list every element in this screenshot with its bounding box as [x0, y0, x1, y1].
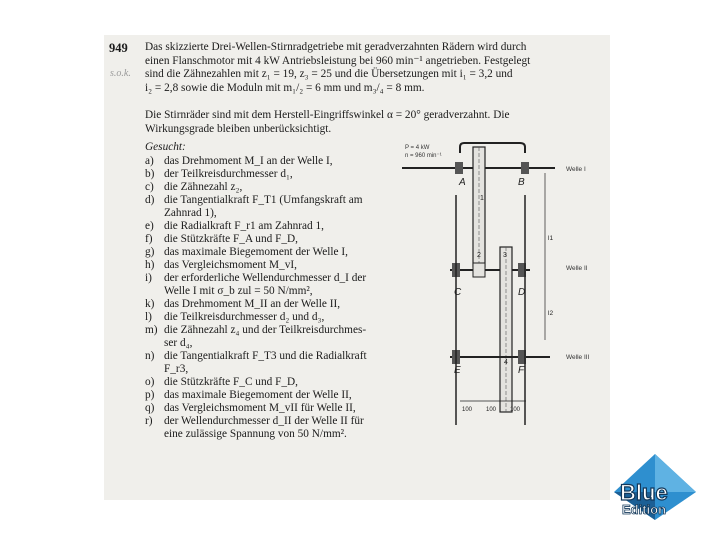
- task-key: b): [145, 168, 155, 180]
- bearing-F-label: F: [518, 365, 525, 376]
- task-text: [164, 311, 324, 324]
- task-line: F_r3,: [164, 363, 189, 375]
- task-line: das Vergleichsmoment M_vI,: [164, 259, 297, 271]
- gesucht-heading: Gesucht:: [145, 141, 186, 153]
- task-line: die Stützkräfte F_C und F_D,: [164, 376, 298, 388]
- logo-text-blue: Blue: [620, 480, 668, 505]
- task-text: [164, 155, 333, 168]
- dim-100-a: 100: [462, 407, 473, 413]
- task-text: [164, 220, 324, 233]
- housing-top: [460, 143, 525, 153]
- problem-number: 949: [109, 41, 128, 55]
- task-line: die Teilkreisdurchmesser d₂ und d₃,: [164, 311, 325, 323]
- intro-line: Das skizzierte Drei-Wellen-Stirnradgetriebe mit geradverzahnten Rädern wird durch: [145, 41, 527, 53]
- task-text: [164, 246, 348, 259]
- dim-l2-label: l2: [548, 310, 554, 317]
- task-key: f): [145, 233, 153, 245]
- task-line: die Zähnezahl z₂,: [164, 181, 243, 193]
- gear-2: [473, 263, 485, 277]
- task-item: [145, 233, 367, 246]
- task-item: [145, 324, 367, 350]
- motor-label-speed: n = 960 min⁻¹: [405, 153, 442, 159]
- problem-intro: [145, 41, 530, 95]
- task-text: [164, 415, 364, 441]
- para2-line: Die Stirnräder sind mit dem Herstell-Eingriffswinkel α = 20° geradverzahnt. Die: [145, 109, 510, 121]
- bearing-B: [521, 162, 529, 174]
- task-line: die Stützkräfte F_A und F_D,: [164, 233, 298, 245]
- task-line: das maximale Biegemoment der Welle II,: [164, 389, 352, 401]
- task-line: das Drehmoment M_II an der Welle II,: [164, 298, 341, 310]
- bearing-A: [455, 162, 463, 174]
- task-text: [164, 350, 367, 376]
- task-text: [164, 259, 297, 272]
- task-line: Zahnrad 1),: [164, 207, 217, 219]
- para2-line: Wirkungsgrade bleiben unberücksichtigt.: [145, 122, 332, 135]
- task-key: h): [145, 259, 155, 271]
- gear-2-label: 2: [477, 252, 481, 259]
- task-item: [145, 402, 367, 415]
- task-line: die Tangentialkraft F_T1 (Umfangskraft am: [164, 194, 363, 206]
- task-line: der Teilkreisdurchmesser d₁,: [164, 168, 293, 180]
- task-key: o): [145, 376, 155, 388]
- task-text: [164, 376, 298, 389]
- bearing-E-label: E: [454, 365, 461, 376]
- intro-line: einen Flanschmotor mit 4 kW Antriebsleistung bei 960 min⁻¹ angetrieben. Festgelegt: [145, 54, 531, 67]
- task-key: m): [145, 324, 158, 336]
- task-key: i): [145, 272, 152, 284]
- task-key: e): [145, 220, 154, 232]
- task-text: [164, 298, 340, 311]
- dim-l1-label: l1: [548, 235, 554, 242]
- task-item: [145, 168, 367, 181]
- task-item: [145, 376, 367, 389]
- task-line: Welle I mit σ_b zul = 50 N/mm²,: [164, 285, 313, 297]
- gear-diagram: [400, 135, 610, 425]
- shaft-II-label: Welle II: [566, 265, 588, 272]
- bearing-D-label: D: [518, 287, 526, 298]
- task-line: die Radialkraft F_r1 am Zahnrad 1,: [164, 220, 324, 232]
- task-item: [145, 220, 367, 233]
- task-key: d): [145, 194, 155, 206]
- shaft-I-label: Welle I: [566, 166, 586, 173]
- task-key: l): [145, 311, 152, 323]
- task-item: [145, 194, 367, 220]
- task-key: c): [145, 181, 154, 193]
- task-item: [145, 155, 367, 168]
- task-item: [145, 181, 367, 194]
- intro-line: sind die Zähnezahlen mit z₁ = 19, z₃ = 25 und die Übersetzungen mit i₁ = 3,2 und: [145, 68, 513, 80]
- blue-edition-logo: [612, 452, 698, 522]
- task-item: [145, 415, 367, 441]
- gear-1-label: 1: [480, 195, 484, 202]
- book-page-scan: [104, 35, 610, 500]
- task-item: [145, 246, 367, 259]
- logo-text-edition: Edition: [622, 502, 667, 517]
- task-list: [145, 155, 367, 441]
- task-text: [164, 324, 366, 350]
- task-line: der Wellendurchmesser d_II der Welle II für: [164, 415, 364, 427]
- dim-100-c: 100: [510, 407, 521, 413]
- task-line: ser d₄,: [164, 337, 193, 349]
- gear-4-label: 4: [504, 359, 508, 366]
- task-line: das maximale Biegemoment der Welle I,: [164, 246, 348, 258]
- dim-100-b: 100: [486, 407, 497, 413]
- task-text: [164, 181, 242, 194]
- task-item: [145, 272, 367, 298]
- task-key: q): [145, 402, 155, 414]
- task-line: die Tangentialkraft F_T3 und die Radialkraft: [164, 350, 367, 362]
- task-item: [145, 259, 367, 272]
- margin-note: s.o.k.: [110, 68, 131, 79]
- bearing-C-label: C: [454, 287, 462, 298]
- task-text: [164, 194, 363, 220]
- task-key: r): [145, 415, 153, 427]
- bearing-A-label: A: [459, 177, 466, 188]
- task-text: [164, 402, 356, 415]
- problem-para2: [145, 109, 510, 136]
- task-text: [164, 233, 298, 246]
- shaft-III-label: Welle III: [566, 354, 590, 361]
- task-key: a): [145, 155, 154, 167]
- task-text: [164, 272, 366, 298]
- task-key: n): [145, 350, 155, 362]
- task-line: die Zähnezahl z₄ und der Teilkreisdurchmes-: [164, 324, 367, 336]
- task-key: k): [145, 298, 155, 310]
- task-text: [164, 168, 293, 181]
- task-item: [145, 389, 367, 402]
- task-line: das Drehmoment M_I an der Welle I,: [164, 155, 333, 167]
- task-key: p): [145, 389, 155, 401]
- task-key: g): [145, 246, 155, 258]
- task-item: [145, 350, 367, 376]
- task-item: [145, 311, 367, 324]
- task-line: eine zulässige Spannung von 50 N/mm².: [164, 428, 347, 440]
- gear-3-label: 3: [503, 252, 507, 259]
- bearing-B-label: B: [518, 177, 525, 188]
- task-text: [164, 389, 352, 402]
- task-item: [145, 298, 367, 311]
- intro-line: i₂ = 2,8 sowie die Moduln mit m₁/₂ = 6 mm und m₃/₄ = 8 mm.: [145, 81, 425, 94]
- task-line: das Vergleichsmoment M_vII für Welle II,: [164, 402, 356, 414]
- task-line: der erforderliche Wellendurchmesser d_I der: [164, 272, 367, 284]
- motor-label-power: P = 4 kW: [405, 145, 430, 151]
